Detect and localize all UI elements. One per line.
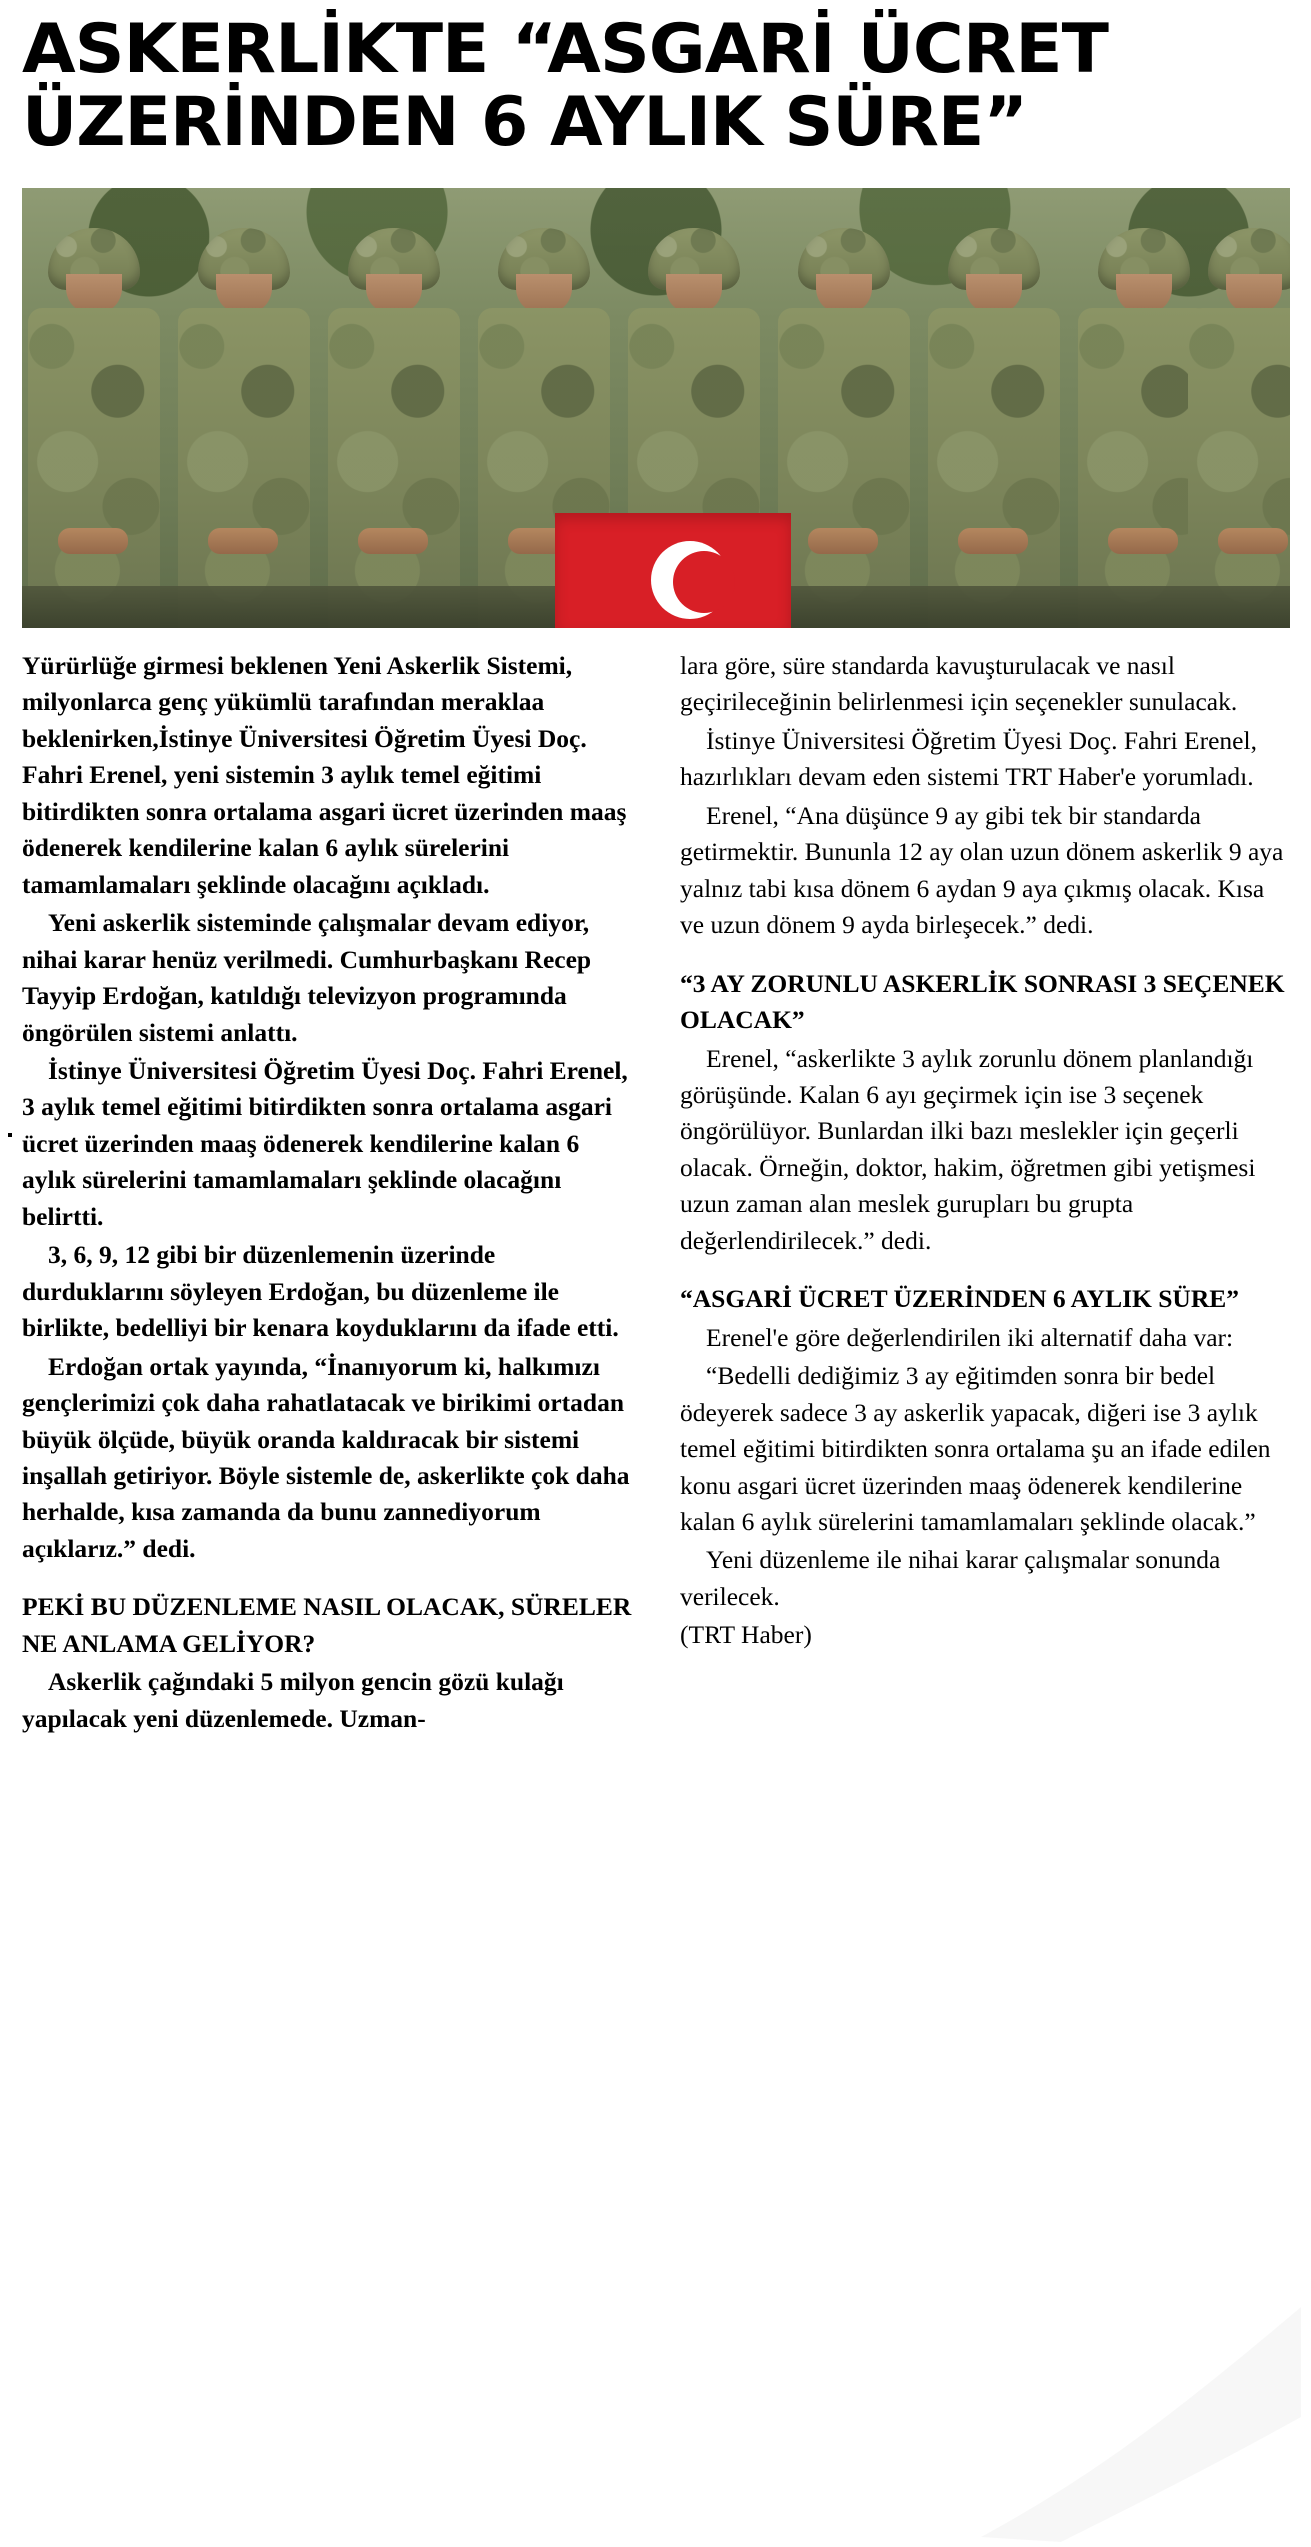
soldier-figure (322, 228, 470, 628)
paragraph: İstinye Üniversitesi Öğretim Üyesi Doç. Fahri Erenel, hazırlıkları devam eden sistemi TRT Haber'e yorumladı. (680, 725, 1257, 792)
article-photo (22, 188, 1290, 628)
soldier-figure (1182, 228, 1290, 628)
paragraph: Erenel, “Ana düşünce 9 ay gibi tek bir standarda getirmektir. Bununla 12 ay olan uzun dönem askerlik 9 aya yalnız tabi kısa dönem 6 aydan 9 aya çıkmış olacak. Kısa ve uzun dönem 9 ayda birleşecek.” dedi. (680, 800, 1284, 940)
hands (358, 528, 428, 554)
subheading: “3 AY ZORUNLU ASKERLİK SONRASI 3 SEÇENEK OLACAK” (680, 968, 1285, 1035)
headline-line-2: ÜZERİNDEN 6 AYLIK SÜRE” (22, 82, 1028, 162)
paragraph: Erdoğan ortak yayında, “İnanıyorum ki, halkımızı gençlerimizi çok daha rahatlatacak ve birikimi ortadan büyük ölçüde, büyük oranda kaldıracak bir sistemi inşallah getiriyor. Böyle sistemle de, askerlikte çok daha herhalde, kısa zamanda da bunu zannediyorum açıklarız.” dedi. (22, 1351, 630, 1563)
uniform (778, 308, 910, 628)
uniform (1188, 308, 1290, 628)
paragraph: Erenel, “askerlikte 3 aylık zorunlu dönem planlandığı görüşünde. Kalan 6 ayı geçirmek için ise 3 seçenek öngörülüyor. Bunlardan ilki bazı meslekler için geçerli olacak. Örneğin, doktor, hakim, öğretmen gibi yetişmesi uzun zaman alan meslek gurupları bu grupta değerlendirilecek.” dedi. (680, 1043, 1256, 1255)
soldier-figure (22, 228, 170, 628)
paragraph: Yeni düzenleme ile nihai karar çalışmalar sonunda verilecek. (680, 1545, 1221, 1611)
soldier-figure (922, 228, 1070, 628)
paragraph: İstinye Üniversitesi Öğretim Üyesi Doç. Fahri Erenel, 3 aylık temel eğitimi bitirdikten sonra ortalama asgari ücret üzerinden maaş ödenerek kendilerine kalan 6 aylık sürelerini tamamlamaları şeklinde olacağını belirtti. (22, 1055, 628, 1231)
paragraph: Askerlik çağındaki 5 milyon gencin gözü kulağı yapılacak yeni düzenlemede. Uzman- (22, 1667, 564, 1733)
paragraph: Yürürlüğe girmesi beklenen Yeni Askerlik Sistemi, milyonlarca genç yükümlü tarafından meraklaa beklenirken,İstinye Üniversitesi Öğretim Üyesi Doç. Fahri Erenel, yeni sistemin 3 aylık temel eğitimi bitirdikten sonra ortalama asgari ücret üzerinden maaş ödenerek kendilerine kalan 6 aylık sürelerini tamamlamaları şeklinde olacağını açıkladı. (22, 651, 627, 899)
hands (1108, 528, 1178, 554)
page-title (22, 10, 1290, 188)
hands (208, 528, 278, 554)
paragraph: lara göre, süre standarda kavuşturulacak ve nasıl geçirileceğinin belirlenmesi için seçenekler sunulacak. (680, 651, 1238, 717)
uniform (28, 308, 160, 628)
hands (958, 528, 1028, 554)
subheading: PEKİ BU DÜZENLEME NASIL OLACAK, SÜRELER NE ANLAMA GELİYOR? (22, 1592, 632, 1658)
right-column (680, 648, 1290, 1656)
flag-crescent-inner (673, 551, 735, 613)
uniform (928, 308, 1060, 628)
turkish-flag (555, 513, 791, 628)
hands (808, 528, 878, 554)
uniform (178, 308, 310, 628)
source-credit: (TRT Haber) (680, 1620, 812, 1650)
subheading: “ASGARİ ÜCRET ÜZERİNDEN 6 AYLIK SÜRE” (680, 1284, 1240, 1314)
hands (58, 528, 128, 554)
column-marker (8, 1133, 12, 1137)
article-body (22, 648, 1290, 2528)
soldier-figure (772, 228, 920, 628)
paragraph: 3, 6, 9, 12 gibi bir düzenlemenin üzerinde durduklarını söyleyen Erdoğan, bu düzenleme ile birlikte, bedelliyi bir kenara koyduklarını da ifade etti. (22, 1240, 619, 1343)
paragraph: “Bedelli dediğimiz 3 ay eğitimden sonra bir bedel ödeyerek sadece 3 ay askerlik yapacak, diğeri ise 3 aylık temel eğitimi bitirdikten sonra ortalama şu an ifade edilen konu asgari ücret üzerinden maaş ödenerek kendilerine kalan 6 aylık sürelerini tamamlamaları şeklinde olacak.” (680, 1361, 1271, 1536)
hands (1218, 528, 1288, 554)
uniform (328, 308, 460, 628)
paragraph: Erenel'e göre değerlendirilen iki alternatif daha var: (706, 1322, 1234, 1352)
paragraph: Yeni askerlik sisteminde çalışmalar devam ediyor, nihai karar henüz verilmedi. Cumhurbaşkanı Recep Tayyip Erdoğan, katıldığı televizyon programında öngörülen sistemi anlattı. (22, 908, 592, 1047)
headline-line-1: ASKERLİKTE “ASGARİ ÜCRET (22, 10, 1108, 89)
soldier-figure (172, 228, 320, 628)
left-column (22, 648, 632, 1739)
